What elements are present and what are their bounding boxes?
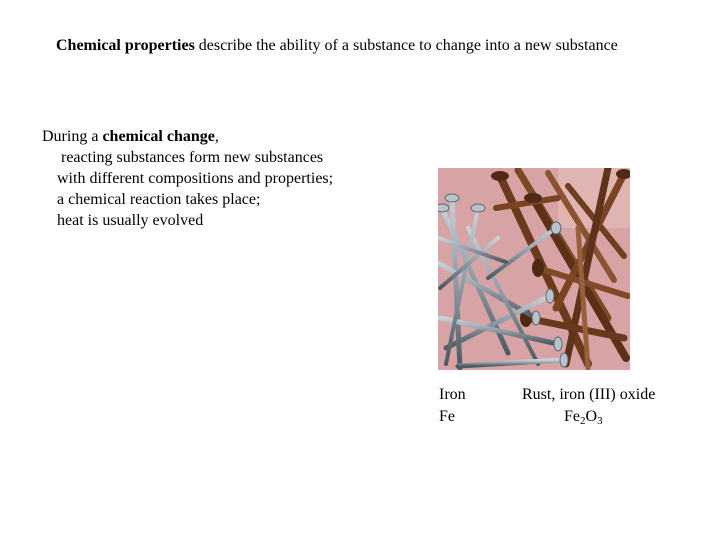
rust-formula-sub-2: 2 xyxy=(580,415,586,427)
slide-title xyxy=(56,36,618,56)
change-bold-term: chemical change xyxy=(102,128,215,145)
nails-photo-image xyxy=(438,168,630,370)
change-intro: During a xyxy=(42,128,103,145)
change-heading xyxy=(42,126,333,147)
change-line-2: with different compositions and properties; xyxy=(57,170,334,187)
rust-formula-fe: Fe xyxy=(564,408,580,425)
change-line-4: heat is usually evolved xyxy=(57,212,204,229)
title-rest: describe the ability of a substance to change into a new substance xyxy=(194,37,618,54)
iron-caption xyxy=(439,384,466,428)
chemical-change-block xyxy=(42,126,333,231)
rust-formula xyxy=(522,406,655,428)
change-line-3: a chemical reaction takes place; xyxy=(57,191,261,208)
iron-formula: Fe xyxy=(439,408,455,425)
rust-caption xyxy=(522,384,655,428)
title-bold-term: Chemical properties xyxy=(56,37,195,54)
rust-name: Rust, iron (III) oxide xyxy=(522,386,656,403)
rust-formula-o: O xyxy=(585,408,598,425)
nails-photo xyxy=(438,168,630,370)
iron-name: Iron xyxy=(439,386,466,403)
change-line-1: reacting substances form new substances xyxy=(61,149,324,166)
rust-formula-sub-3: 3 xyxy=(597,415,603,427)
change-comma: , xyxy=(214,128,219,145)
